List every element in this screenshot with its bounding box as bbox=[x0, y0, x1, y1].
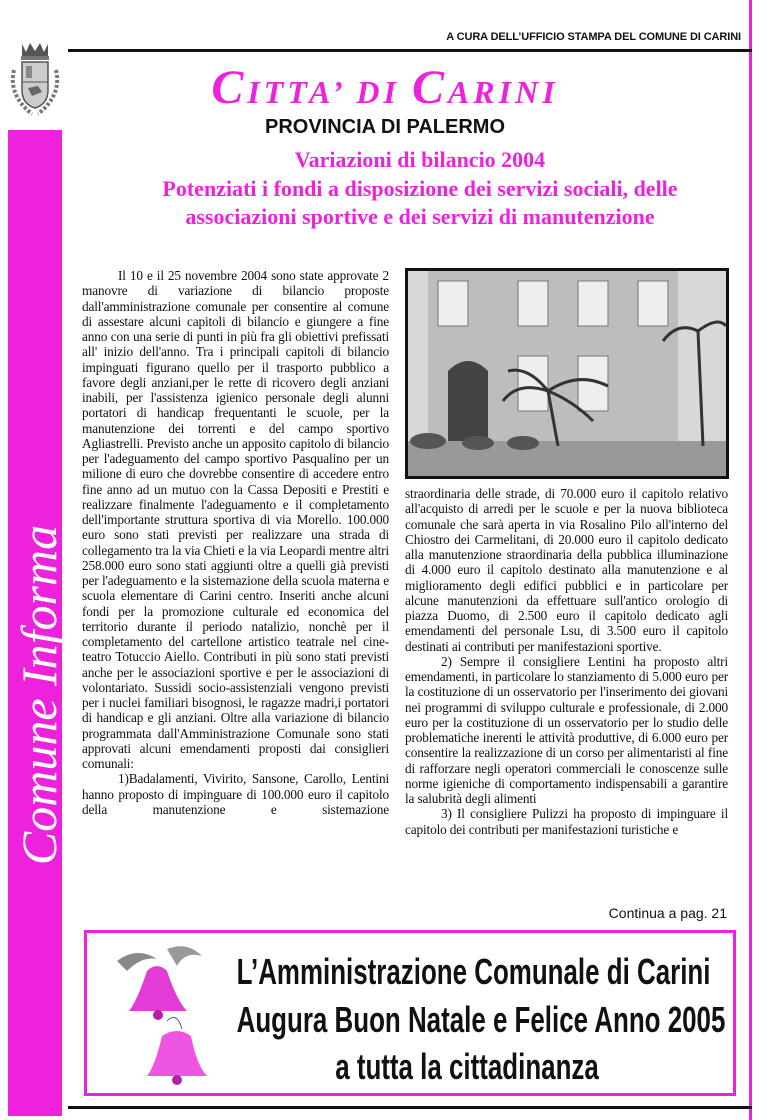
greeting-line-2: Augura Buon Natale e Felice Anno 2005 bbox=[236, 999, 726, 1040]
header-rule bbox=[68, 49, 752, 52]
paragraph: 1)Badalamenti, Vivirito, Sansone, Carollo, Lentini hanno proposto di impinguare di 100.000 euro il capitolo della manutenzione e sistemazione bbox=[82, 771, 389, 817]
christmas-bells-icon bbox=[107, 941, 217, 1091]
article-right-column bbox=[405, 486, 728, 837]
paragraph: Il 10 e il 25 novembre 2004 sono state approvate 2 manovre di variazione di bilancio proposte dall'amministrazione comunale per consentire al comune di assestare alcuni capitoli di bilancio e giungere a fine anno con una serie di punti in più fra gli obiettivi prefissati all' inizio dell'anno. Tra i principali capitoli di bilancio impinguati figurano quello per il trasporto pubblico a favore degli anziani,per le rette di ricovero degli anziani inabili, per l'assistenza igienico personale degli alunni portatori di handicap frequentanti le scuole, per la manutenzione dei torrenti e del campo sportivo Agliastrelli. Previsto anche un apposito capitolo di bilancio per l'adeguamento del campo sportivo Pasqualino per un milione di euro che dovrebbe consentire di accedere entro fine anno ad un mutuo con la Cassa Depositi e Prestiti e realizzare finalmente l'adeguamento e il completamento dell'importante struttura sportiva di via Morello. 100.000 euro sono stati previsti per realizzare una strada di collegamento tra la via Chieti e la via Leopardi mentre altri 258.000 euro sono stati aggiunti oltre a quelli già previsti per l'adeguamento e la sistemazione della scuola materna e scuola elementare di Carini centro. Inseriti anche alcuni fondi per la promozione culturale ed economica del territorio durante il periodo natalizio, nonchè per il completamento del cartellone artistico teatrale nel cine-teatro Totuccio Aiello. Contributi in più sono stati previsti anche per le associazioni sportive e per le associazioni di volontariato. Sussidi socio-assistenziali vengono previsti per i nuclei familiari bisognosi, le ragazze madri,i portatori di handicap e gli anziani. Oltre alla variazione di bilancio programmata dall'Amministrazione Comunale sono stati approvati alcuni emendamenti proposti dai consiglieri comunali: bbox=[82, 268, 389, 771]
city-coat-of-arms-logo bbox=[4, 40, 66, 122]
newspaper-title: CITTA’ DI CARINI bbox=[211, 61, 559, 114]
province-subtitle: PROVINCIA DI PALERMO bbox=[264, 116, 505, 138]
paragraph: 2) Sempre il consigliere Lentini ha proposto altri emendamenti, in particolare lo stanziamento di 5.000 euro per la costituzione di un osservatorio per l'inserimento dei giovani nei programmi di sviluppo culturale e professionale, di 2.000 euro per la costituzione di un osservatorio per lo studio delle problematiche inerenti le attività produttive, di 6.000 euro per consentire la realizzazione di un corso per alimentaristi al fine di rafforzare negli operatori commerciali le conoscenze sulle norme igieniche di comportamento indispensabili a garantire la salubrità degli alimenti bbox=[405, 653, 728, 806]
building-photo bbox=[405, 268, 729, 479]
continued-link[interactable]: Continua a pag. 21 bbox=[608, 905, 727, 921]
article-subheadline-1: Potenziati i fondi a disposizione dei servizi sociali, delle bbox=[162, 176, 678, 201]
article-headline: Variazioni di bilancio 2004 bbox=[294, 147, 546, 172]
footer-rule bbox=[68, 1106, 752, 1109]
article-left-column bbox=[82, 268, 389, 817]
sidebar-label: Comune Informa bbox=[11, 524, 67, 866]
paragraph: straordinaria delle strade, di 70.000 euro il capitolo relativo all'acquisto di arredi per le scuole e per la nuova biblioteca comunale che sarà aperta in via Rosalino Pilo all'interno del Chiostro dei Carmelitani, di 20.000 euro il capitolo dedicato alla manutenzione straordinaria della pubblica illuminazione di 4.000 euro il capitolo destinato alla manutenzione e al miglioramento degli edifici pubblici e in particolare per alcune manutenzioni da effettuare sull'antico orologio di piazza Duomo, di 2.500 euro il capitolo dedicato agli emendamenti del personale Lsu, di 3.500 euro il capitolo destinati ai contributi per manifestazioni sportive. bbox=[405, 486, 728, 654]
greeting-line-1: L’Amministrazione Comunale di Carini bbox=[236, 951, 711, 992]
sidebar-band bbox=[8, 130, 67, 1116]
right-border-line bbox=[749, 0, 752, 1120]
paragraph: 3) Il consigliere Pulizzi ha proposto di impinguare il capitolo dei contributi per manifestazioni turistiche e bbox=[405, 806, 728, 837]
press-office-note: A CURA DELL’UFFICIO STAMPA DEL COMUNE DI CARINI bbox=[446, 31, 741, 43]
christmas-greeting-box bbox=[84, 930, 736, 1096]
greeting-line-3: a tutta la cittadinanza bbox=[335, 1046, 599, 1087]
article-subheadline-2: associazioni sportive e dei servizi di manutenzione bbox=[185, 204, 655, 229]
